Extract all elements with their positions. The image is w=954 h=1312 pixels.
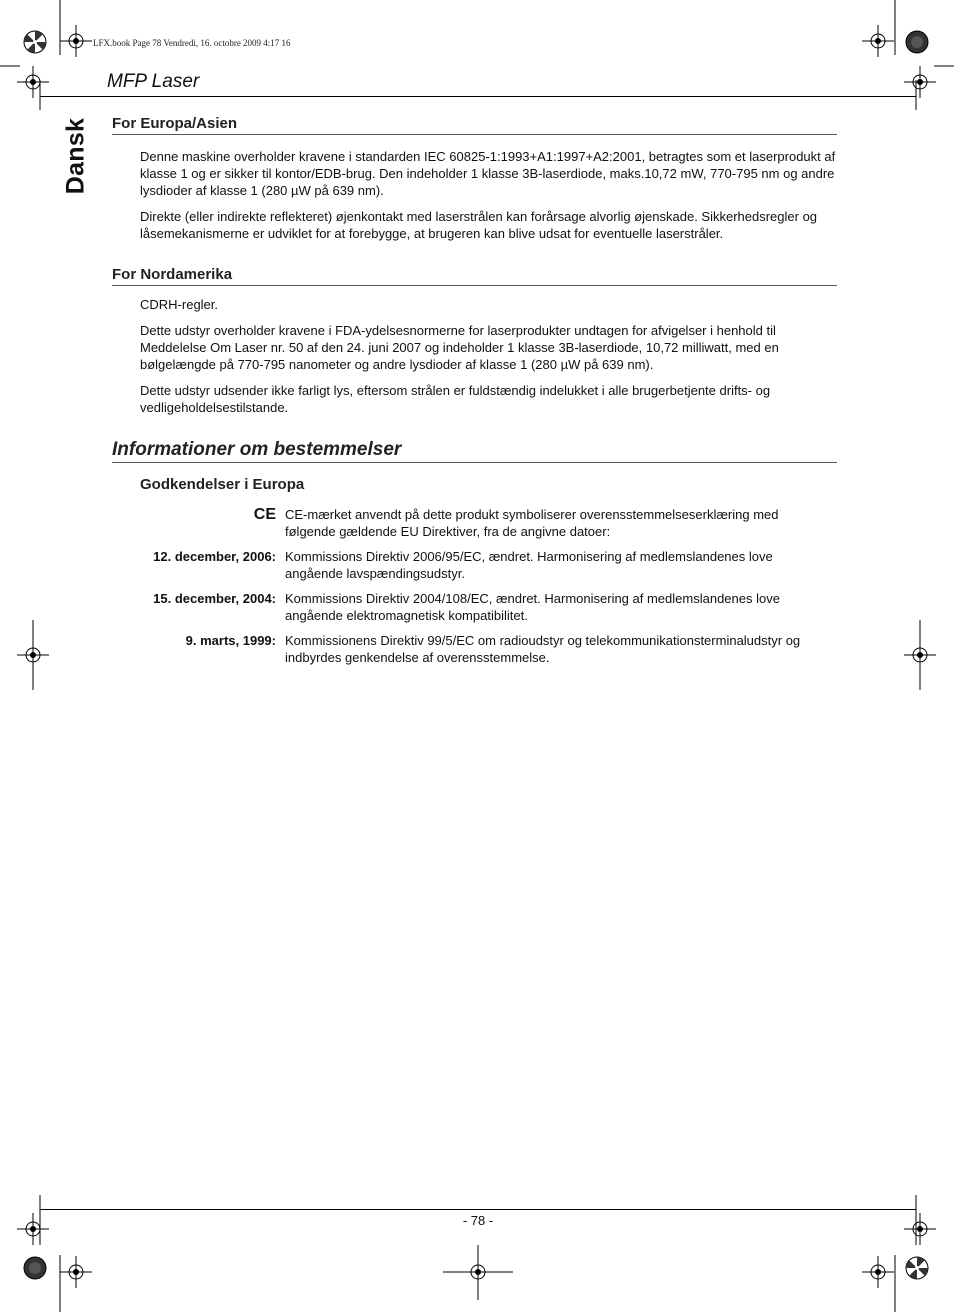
page-content xyxy=(112,114,837,674)
section-heading-europe-asia: For Europa/Asien xyxy=(112,114,837,135)
paragraph-north-america-3: Dette udstyr udsender ikke farligt lys, eftersom strålen er fuldstændig indelukket i alle brugerbetjente drifts- og vedligeholdelsestilstande. xyxy=(140,383,771,415)
directive-date: 15. december, 2004: xyxy=(153,591,276,606)
directive-row xyxy=(140,632,837,666)
ce-mark-icon: CE xyxy=(253,506,276,523)
directive-row xyxy=(140,548,837,582)
paragraph-north-america-2: Dette udstyr overholder kravene i FDA-ydelsesnormerne for laserprodukter undtagen for afvigelser i henhold til Meddelelse Om Laser nr. 50 af den 24. juni 2007 og indeholder 1 klasse 3B-laserdiode, 10,72 milliwatt, med en bølgelængde på 770-795 nanometer og andre lysdioder af klasse 1 (280 µW på 639 nm). xyxy=(140,323,779,372)
directive-date: 12. december, 2006: xyxy=(153,549,276,564)
header-rule xyxy=(40,96,916,97)
ce-row xyxy=(140,506,837,540)
paragraph-europe-asia-2: Direkte (eller indirekte reflekteret) øjenkontakt med laserstrålen kan forårsage alvorlig øjenskade. Sikkerhedsregler og låsemekanismerne er udviklet for at forebygge, at brugeren kan blive udsat for eventuelle laserstråler. xyxy=(140,209,818,241)
eu-directives-table xyxy=(140,506,837,666)
header-title: MFP Laser xyxy=(107,71,200,92)
directive-text: Kommissionens Direktiv 99/5/EC om radioudstyr og telekommunikationsterminaludstyr og indbyrdes genkendelse af overensstemmelse. xyxy=(285,633,801,665)
print-file-stamp: LFX.book Page 78 Vendredi, 16. octobre 2009 4:17 16 xyxy=(93,38,291,48)
section-heading-regulatory: Informationer om bestemmelser xyxy=(112,439,837,463)
language-tab: Dansk xyxy=(61,117,90,195)
directive-text: Kommissions Direktiv 2006/95/EC, ændret. Harmonisering af medlemslandenes love angående lavspændingsudstyr. xyxy=(285,549,773,581)
footer-rule xyxy=(40,1209,916,1210)
ce-statement: CE-mærket anvendt på dette produkt symboliserer overensstemmelseserklæring med følgende gældende EU Direktiver, fra de angivne datoer: xyxy=(285,507,779,539)
section-heading-north-america: For Nordamerika xyxy=(112,265,837,286)
subheading-european-approvals: Godkendelser i Europa xyxy=(140,476,305,493)
paragraph-europe-asia-1: Denne maskine overholder kravene i standarden IEC 60825-1:1993+A1:1997+A2:2001, betragtes som et laserprodukt af klasse 1 og er sikker til kontor/EDB-brug. Den indeholder 1 klasse 3B-laserdiode, maks.10,72 mW, 770-795 nm og andre lysdioder af klasse 1 (280 µW på 639 nm). xyxy=(140,149,836,198)
page-number: - 78 - xyxy=(462,1213,494,1228)
directive-date: 9. marts, 1999: xyxy=(185,633,276,648)
directive-text: Kommissions Direktiv 2004/108/EC, ændret. Harmonisering af medlemslandenes love angående elektromagnetisk kompatibilitet. xyxy=(285,591,780,623)
directive-row xyxy=(140,590,837,624)
paragraph-north-america-1: CDRH-regler. xyxy=(140,297,219,312)
